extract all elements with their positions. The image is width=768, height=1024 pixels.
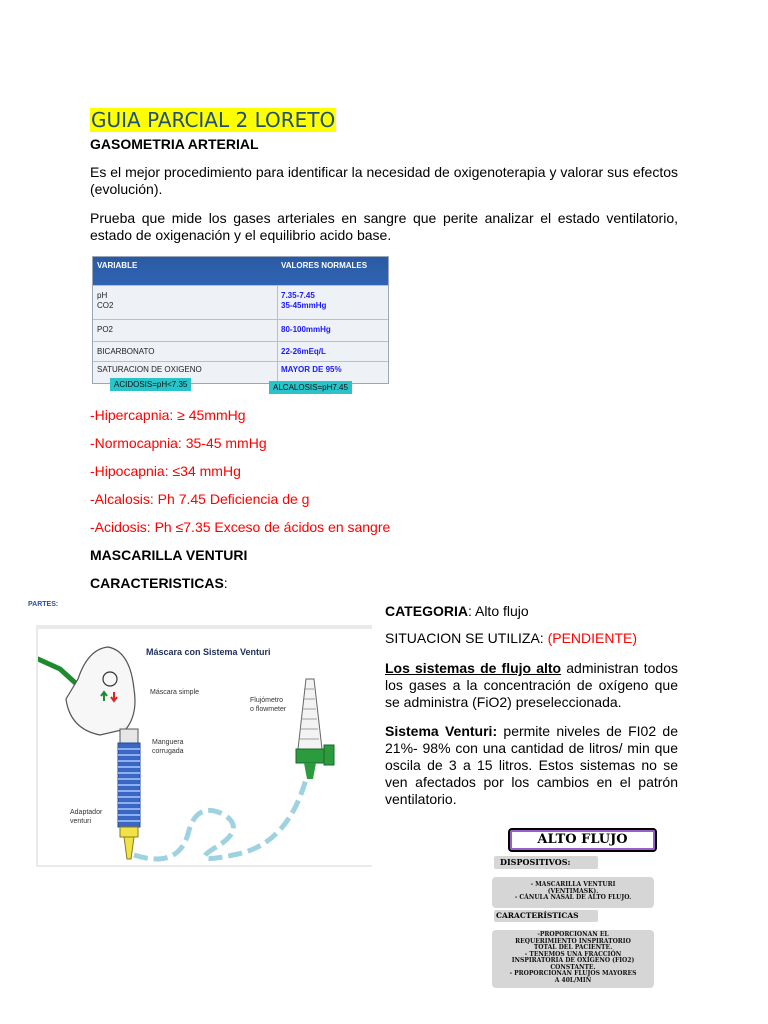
alcalosis-tag: ALCALOSIS=pH7.45 <box>269 381 352 394</box>
document-title: GUIA PARCIAL 2 LORETO <box>91 108 336 132</box>
row-variable: pH <box>97 291 108 300</box>
car-line-8: A 40L/MIN <box>554 976 592 984</box>
table-header <box>93 257 388 285</box>
car-line-2: REQUERIMIENTO INSPIRATORIO <box>515 937 631 945</box>
figure-canvas <box>38 629 372 865</box>
flowmeter-valve-shape <box>296 749 324 763</box>
situacion-label: SITUACION SE UTILIZA: <box>385 630 548 646</box>
row-variable: CO2 <box>97 301 114 310</box>
row-value: 22-26mEq/L <box>281 347 326 356</box>
paragraph-2: Prueba que mide los gases arteriales en sangre que perite analizar el estado ventilatorio, estado de oxigenación y el equilibrio acido base. <box>90 210 678 243</box>
row-value: MAYOR DE 95% <box>281 365 342 374</box>
flowmeter-outlet-shape <box>304 763 316 779</box>
dispositivos-box <box>492 877 654 908</box>
corrugated-hose-shape <box>118 743 140 827</box>
caracteristicas-box <box>492 930 654 988</box>
infographic-title: ALTO FLUJO <box>508 828 657 852</box>
label-adaptador: Adaptador <box>70 809 103 816</box>
paragraph-1: Es el mejor procedimiento para identificar la necesidad de oxigenoterapia y valorar sus efectos (evolución). <box>90 164 678 197</box>
row-value: 35-45mmHg <box>281 301 327 310</box>
oxygen-tubing-shape <box>134 779 306 859</box>
situacion-value: (PENDIENTE) <box>547 630 638 646</box>
categoria-label: CATEGORIA <box>385 603 468 619</box>
caracteristicas-label: CARACTERÍSTICAS <box>494 910 598 922</box>
venturi-illustration <box>38 629 372 865</box>
flowmeter-knob-shape <box>324 745 334 765</box>
figure-partes-label: PARTES: <box>28 601 59 608</box>
car-line-1: -PROPORCIONAN EL <box>537 931 609 938</box>
row-variable: BICARBONATO <box>97 347 155 356</box>
row-variable: PO2 <box>97 325 114 334</box>
label-flujometro: Flujómetro <box>250 697 284 704</box>
acidosis-tag: ACIDOSIS=pH<7.35 <box>110 378 191 391</box>
flowmeter-tube-shape <box>298 679 322 749</box>
table-row <box>93 298 388 316</box>
table-row <box>93 341 388 362</box>
paragraph-flujo-alto <box>385 660 678 711</box>
dispositivos-label: DISPOSITIVOS: <box>494 856 598 869</box>
heading-mascarilla-venturi: MASCARILLA VENTURI <box>90 547 248 563</box>
venturi-adapter-shape <box>120 827 138 837</box>
row-value: 7.35-7.45 <box>281 291 315 300</box>
venturi-adapter-tip-shape <box>124 837 134 859</box>
heading-colon: : <box>223 575 228 591</box>
flujo-alto-text: administran todos los gases a la concentración de oxígeno que se administra (FiO2) preseleccionada. <box>385 660 678 710</box>
sistema-venturi-text: permite niveles de FI02 de 21%- 98% con una cantidad de litros/ min que oscila de 3 a 15 litros. Estos sistemas no se ven afectados por los cambios en el patrón ventilatorio. <box>385 723 678 807</box>
categoria-value: : Alto flujo <box>467 603 529 619</box>
disp-line-3: - CÁNULA NASAL DE ALTO FLUJO. <box>514 894 632 901</box>
list-item-hipercapnia: -Hipercapnia: ≥ 45mmHg <box>90 407 246 423</box>
venturi-mask-figure <box>36 625 372 867</box>
list-item-hipocapnia: -Hipocapnia: ≤34 mmHg <box>90 463 241 479</box>
alto-flujo-infographic <box>490 826 658 992</box>
list-item-alcalosis: -Alcalosis: Ph 7.45 Deficiencia de g <box>90 491 310 507</box>
col-valores-normales: VALORES NORMALES <box>281 261 368 270</box>
gas-values-table <box>92 256 389 384</box>
label-flowmeter: o flowmeter <box>250 706 287 713</box>
table-row <box>93 319 388 342</box>
label-manguera: Manguera <box>152 739 184 746</box>
categoria-line <box>385 603 680 620</box>
heading-gasometria: GASOMETRIA ARTERIAL <box>90 136 259 152</box>
situacion-line <box>385 630 680 647</box>
connector-shape <box>120 729 138 743</box>
label-mascara-simple: Máscara simple <box>150 689 200 696</box>
row-value: 80-100mmHg <box>281 325 331 334</box>
disp-line-1: - MASCARILLA VENTURI <box>530 881 616 888</box>
heading-caracteristicas <box>90 575 228 591</box>
flujo-alto-term: Los sistemas de flujo alto <box>385 660 562 676</box>
car-line-5: INSPIRATORIA DE OXÍGENO (FIO2) <box>511 957 635 964</box>
sistema-venturi-term: Sistema Venturi: <box>385 723 498 739</box>
figure-title: Máscara con Sistema Venturi <box>146 647 271 657</box>
paragraph-sistema-venturi <box>385 723 678 808</box>
car-line-7: - PROPORCIONAN FLUJOS MAYORES <box>509 970 637 977</box>
label-corrugada: corrugada <box>152 748 184 755</box>
car-line-4: - TENEMOS UNA FRACCIÓN <box>524 950 622 958</box>
col-variable: VARIABLE <box>97 261 138 270</box>
list-item-normocapnia: -Normocapnia: 35-45 mmHg <box>90 435 267 451</box>
mask-shape <box>66 647 135 735</box>
car-line-6: CONSTANTE. <box>550 963 596 971</box>
heading-caracteristicas-text: CARACTERISTICAS <box>90 575 224 591</box>
label-venturi: venturi <box>70 818 92 825</box>
list-item-acidosis: -Acidosis: Ph ≤7.35 Exceso de ácidos en sangre <box>90 519 391 535</box>
car-line-3: TOTAL DEL PACIENTE. <box>533 944 613 951</box>
disp-line-2: (VENTIMASK). <box>547 887 599 895</box>
row-variable: SATURACION DE OXIGENO <box>97 365 202 374</box>
